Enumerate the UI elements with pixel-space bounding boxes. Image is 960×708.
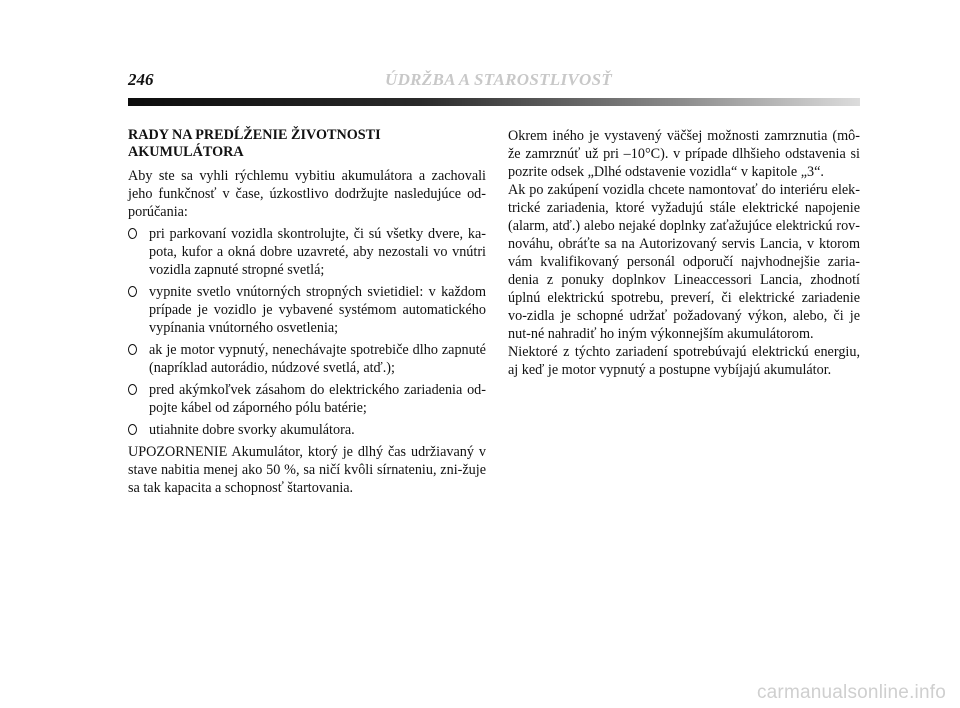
circle-bullet-icon xyxy=(128,228,137,239)
circle-bullet-icon xyxy=(128,344,137,355)
list-item-text: pred akýmkoľvek zásahom do elektrického zariadenia od-pojte kábel od záporného pólu batérie; xyxy=(149,382,486,416)
warning-paragraph: UPOZORNENIE Akumulátor, ktorý je dlhý čas udržiavaný v stave nabitia menej ako 50 %, sa ničí kvôli sírnateniu, zni-žuje sa tak kapacita a schopnosť štartovania. xyxy=(128,444,486,496)
page-number: 246 xyxy=(128,70,154,89)
consumption-paragraph: Niektoré z týchto zariadení spotrebúvajú elektrickú energiu, aj keď je motor vypnutý a postupne vybíjajú akumulátor. xyxy=(508,344,860,378)
list-item xyxy=(128,341,486,377)
page-header xyxy=(0,0,960,110)
circle-bullet-icon xyxy=(128,286,137,297)
list-item-text: ak je motor vypnutý, nenechávajte spotrebiče dlho zapnuté (napríklad autorádio, núdzové svetlá, atď.); xyxy=(149,342,486,376)
right-column xyxy=(508,127,860,379)
battery-tips-heading: RADY NA PREDĹŽENIE ŽIVOTNOSTI AKUMULÁTORA xyxy=(128,127,381,160)
intro-paragraph: Aby ste sa vyhli rýchlemu vybitiu akumulátora a zachovali jeho funkčnosť v čase, úzkostlivo dodržujte nasledujúce od-porúčania: xyxy=(128,168,486,220)
list-item-text: vypnite svetlo vnútorných stropných svietidiel: v každom prípade je vozidlo je vybavené systémom automatického vypínania vnútorného osvetlenia; xyxy=(149,284,486,336)
circle-bullet-icon xyxy=(128,384,137,395)
list-item xyxy=(128,283,486,337)
freezing-paragraph: Okrem iného je vystavený väčšej možnosti zamrznutia (mô-že zamrznúť už pri –10°C). v prípade dlhšieho odstavenia si pozrite odsek „Dlhé odstavenie vozidla“ v kapitole „3“. xyxy=(508,128,860,180)
footer-watermark: carmanualsonline.info xyxy=(756,682,946,703)
list-item xyxy=(128,225,486,279)
list-item xyxy=(128,421,486,439)
list-item-text: utiahnite dobre svorky akumulátora. xyxy=(149,422,355,438)
list-item xyxy=(128,381,486,417)
circle-bullet-icon xyxy=(128,424,137,435)
tips-list xyxy=(128,225,486,439)
section-title: ÚDRŽBA A STAROSTLIVOSŤ xyxy=(385,70,613,89)
header-rule xyxy=(128,98,860,106)
list-item-text: pri parkovaní vozidla skontrolujte, či sú všetky dvere, ka-pota, kufor a okná dobre uzavreté, aby nezostali vo vnútri vozidla zapnuté stropné svetlá; xyxy=(149,226,486,278)
left-column xyxy=(128,127,486,501)
accessories-paragraph: Ak po zakúpení vozidla chcete namontovať do interiéru elek-trické zariadenia, ktoré vyžadujú stále elektrické napojenie (alarm, atď.) alebo nejaké doplnky zaťažujúce elektrickú rov-nováhu, obráťte sa na Autorizovaný servis Lancia, v ktorom vám kvalifikovaný personál odporučí najvhodnejšie zaria-denia z ponuky doplnkov Lineaccessori Lancia, zhodnotí úplnú elektrickú spotrebu, preverí, či elektrické zariadenie vo-zidla je schopné udržať požadovaný výkon, alebo, či je nut-né nahradiť ho iným výkonnejším akumulátorom. xyxy=(508,182,860,342)
